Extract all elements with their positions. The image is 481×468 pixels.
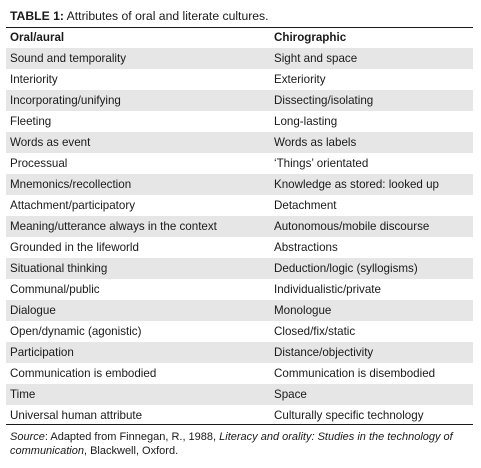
chirographic-cell: Culturally specific technology xyxy=(274,409,424,422)
oral-aural-cell: Meaning/utterance always in the context xyxy=(10,220,217,233)
oral-aural-cell: Communication is embodied xyxy=(10,367,157,380)
table-caption xyxy=(10,8,269,24)
table-header-row xyxy=(6,28,473,48)
chirographic-cell: Individualistic/private xyxy=(274,283,381,296)
table-row xyxy=(6,216,473,237)
oral-aural-cell: Open/dynamic (agonistic) xyxy=(10,325,142,338)
chirographic-cell: Dissecting/isolating xyxy=(274,94,374,107)
table-row xyxy=(6,321,473,342)
chirographic-cell: Deduction/logic (syllogisms) xyxy=(274,262,418,275)
oral-aural-cell: Situational thinking xyxy=(10,262,108,275)
table-row xyxy=(6,153,473,174)
chirographic-cell: Words as labels xyxy=(274,136,357,149)
table-row xyxy=(6,258,473,279)
table-caption-label: TABLE 1: xyxy=(10,9,64,23)
oral-aural-cell: Words as event xyxy=(10,136,91,149)
table-row xyxy=(6,384,473,405)
chirographic-cell: Long-lasting xyxy=(274,115,338,128)
oral-aural-cell: Processual xyxy=(10,157,68,170)
table-row xyxy=(6,195,473,216)
chirographic-cell: Communication is disembodied xyxy=(274,367,436,380)
oral-aural-cell: Fleeting xyxy=(10,115,52,128)
oral-aural-cell: Time xyxy=(10,388,36,401)
oral-aural-cell: Attachment/participatory xyxy=(10,199,136,212)
oral-aural-cell: Mnemonics/recollection xyxy=(10,178,132,191)
oral-aural-cell: Interiority xyxy=(10,73,58,86)
chirographic-cell: Exteriority xyxy=(274,73,326,86)
table-row xyxy=(6,405,473,426)
oral-aural-cell: Sound and temporality xyxy=(10,52,127,65)
chirographic-cell: Autonomous/mobile discourse xyxy=(274,220,430,233)
chirographic-cell: Sight and space xyxy=(274,52,358,65)
table-row xyxy=(6,132,473,153)
oral-aural-cell: Communal/public xyxy=(10,283,100,296)
table-caption-text: Attributes of oral and literate cultures. xyxy=(63,9,269,23)
bottom-rule xyxy=(6,424,473,425)
chirographic-cell: Knowledge as stored: looked up xyxy=(274,178,440,191)
chirographic-cell: Distance/objectivity xyxy=(274,346,374,359)
oral-aural-cell: Participation xyxy=(10,346,74,359)
table-row xyxy=(6,48,473,69)
source-text-1: : Adapted from Finnegan, R., 1988, xyxy=(44,431,220,443)
chirographic-cell: ‘Things’ orientated xyxy=(274,157,369,170)
chirographic-cell: Abstractions xyxy=(274,241,338,254)
table-source-note xyxy=(10,430,476,458)
table-row xyxy=(6,90,473,111)
chirographic-cell: Detachment xyxy=(274,199,337,212)
table-body xyxy=(6,48,473,426)
table-row xyxy=(6,69,473,90)
attributes-table xyxy=(6,28,473,426)
table-row xyxy=(6,342,473,363)
table-row xyxy=(6,300,473,321)
table-row xyxy=(6,111,473,132)
column-header-oral-aural: Oral/aural xyxy=(10,31,65,44)
oral-aural-cell: Incorporating/unifying xyxy=(10,94,121,107)
oral-aural-cell: Grounded in the lifeworld xyxy=(10,241,139,254)
source-label: Source xyxy=(10,431,45,443)
table-row xyxy=(6,174,473,195)
source-book-title: Literacy and orality: Studies in the technology of communication xyxy=(10,431,453,457)
column-header-chirographic: Chirographic xyxy=(274,31,347,44)
table-row xyxy=(6,363,473,384)
table-row xyxy=(6,237,473,258)
source-text-2: , Blackwell, Oxford. xyxy=(83,445,179,457)
chirographic-cell: Monologue xyxy=(274,304,332,317)
oral-aural-cell: Universal human attribute xyxy=(10,409,143,422)
chirographic-cell: Closed/fix/static xyxy=(274,325,356,338)
oral-aural-cell: Dialogue xyxy=(10,304,56,317)
chirographic-cell: Space xyxy=(274,388,307,401)
table-row xyxy=(6,279,473,300)
